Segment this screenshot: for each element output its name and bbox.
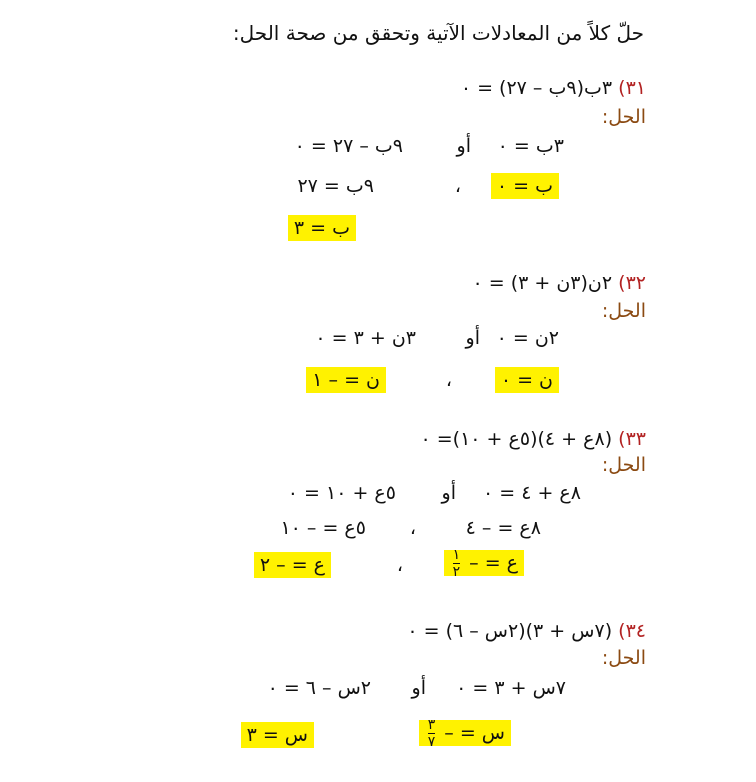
result-prefix: ع = –: [469, 552, 518, 574]
highlighted-result: ب = ٠: [491, 173, 559, 199]
highlighted-result: ب = ٣: [288, 215, 356, 241]
step-left: ٨ع = – ٤: [465, 517, 541, 539]
problem-equation: ٢ن(٣ن + ٣) = ٠: [472, 272, 613, 294]
highlighted-result: ع = – ٢: [254, 552, 331, 578]
highlighted-result: ن = – ١: [306, 367, 386, 393]
or-word: أو: [441, 482, 456, 504]
step-left: ٣ب = ٠: [497, 135, 564, 157]
step-right: ٥ع + ١٠ = ٠: [287, 482, 396, 504]
step-right: ٣ن + ٣ = ٠: [315, 327, 416, 349]
comma: ،: [445, 369, 452, 391]
comma: ،: [454, 175, 461, 197]
step-right: [254, 552, 331, 578]
problem-equation: (٨ع + ٤)(٥ع + ١٠)= ٠: [420, 428, 613, 450]
highlighted-result: س = ٣: [241, 722, 314, 748]
solution-label: الحل:: [601, 454, 646, 476]
problem-34-line: [407, 618, 646, 644]
step-left: [419, 717, 511, 750]
comma: ،: [396, 554, 403, 576]
highlighted-result: ن = ٠: [495, 367, 559, 393]
solution-label: الحل:: [601, 300, 646, 322]
step-left: [491, 173, 559, 199]
step-right: ٩ب – ٢٧ = ٠: [294, 135, 403, 157]
step-left: [444, 547, 524, 580]
step-right: [241, 722, 314, 748]
instructions-heading: حلّ كلاً من المعادلات الآتية وتحقق من صحة الحل:: [232, 21, 644, 45]
problem-33-line: [421, 426, 647, 452]
solution-label: الحل:: [601, 106, 646, 128]
step-right: ٢س – ٦ = ٠: [267, 677, 371, 699]
step-result: [288, 215, 356, 241]
step-right: ٩ب = ٢٧: [297, 175, 374, 197]
problem-number: ٣٤): [618, 620, 646, 642]
comma: ،: [409, 517, 416, 539]
fraction-numerator: ١: [452, 547, 461, 563]
problem-32-line: [472, 270, 646, 296]
step-left: ٧س + ٣ = ٠: [456, 677, 566, 699]
problem-number: ٣٣): [618, 428, 646, 450]
or-word: أو: [456, 135, 471, 157]
problem-number: ٣١): [618, 77, 646, 99]
fraction: [428, 717, 436, 750]
problem-31-line: [461, 75, 646, 101]
or-word: أو: [411, 677, 426, 699]
step-left: ٢ن = ٠: [496, 327, 559, 349]
step-right: ٥ع = – ١٠: [280, 517, 366, 539]
or-word: أو: [465, 327, 480, 349]
highlighted-result: [444, 547, 524, 580]
problem-number: ٣٢): [618, 272, 646, 294]
highlighted-result: [419, 717, 511, 750]
fraction-denominator: ٢: [452, 564, 461, 580]
fraction-denominator: ٧: [427, 734, 436, 750]
problem-equation: ٣ب(٩ب – ٢٧) = ٠: [460, 77, 613, 99]
fraction: [453, 547, 461, 580]
result-prefix: س = –: [444, 722, 505, 744]
step-left: ٨ع + ٤ = ٠: [483, 482, 581, 504]
solution-label: الحل:: [601, 647, 646, 669]
step-left: [495, 367, 559, 393]
problem-equation: (٧س + ٣)(٢س – ٦) = ٠: [407, 620, 613, 642]
fraction-numerator: ٣: [427, 717, 436, 733]
step-right: [306, 367, 386, 393]
